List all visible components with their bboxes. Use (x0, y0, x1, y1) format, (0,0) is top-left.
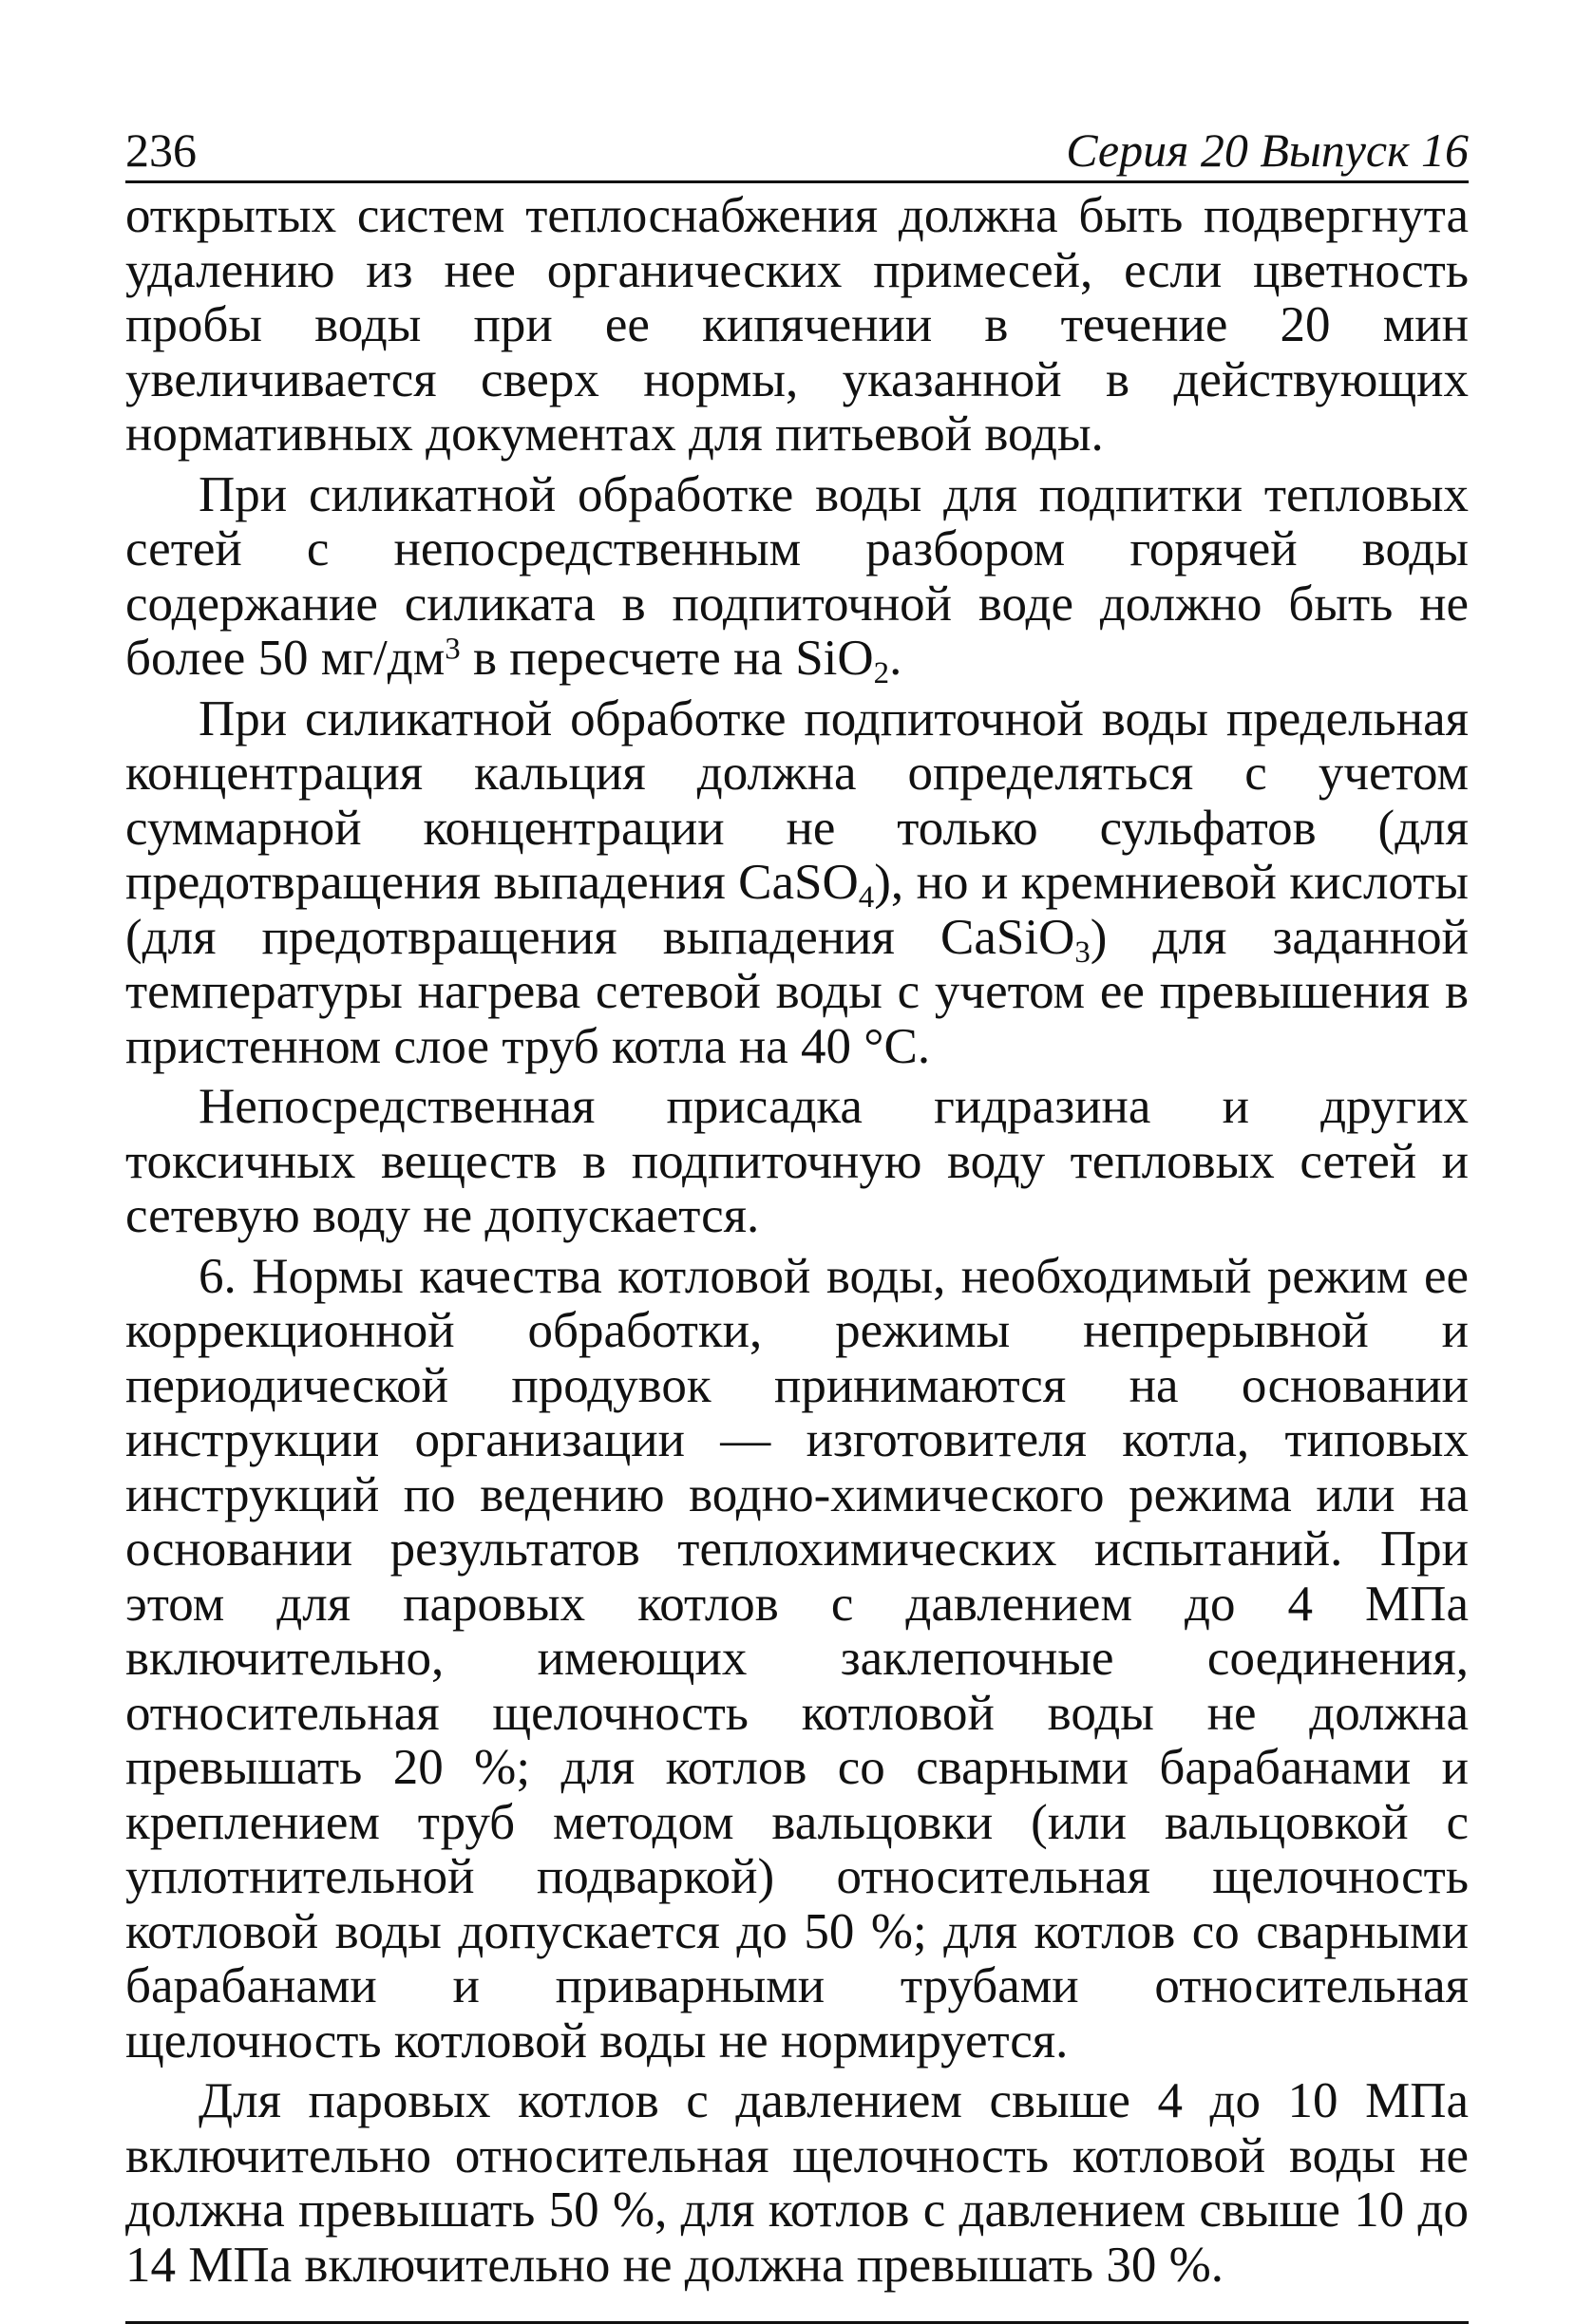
body-text (125, 189, 1469, 2293)
superscript-cubic: 3 (445, 632, 461, 667)
paragraph-4-text: Непосредственная присадка гидразина и других токсичных веществ в подпиточную воду тепловых сетей и сетевую воду не допускается. (125, 1079, 1469, 1243)
paragraph-3-text-c: ) для заданной температуры нагрева сетевой воды с учетом ее превышения в пристенном слое труб котла на 40 °С. (125, 909, 1470, 1074)
paragraph-3 (125, 692, 1469, 1075)
paragraph-5 (125, 1250, 1469, 2069)
subscript-caso4: 4 (858, 880, 875, 916)
series-title: Серия 20 Выпуск 16 (1066, 123, 1469, 177)
paragraph-5-text: 6. Нормы качества котловой воды, необходимый режим ее коррекционной обработки, режимы непрерывной и периодической продувок принимаются на основании инструкции организации — изготовителя котла, типовых инструкций по ведению водно-химического режима или на основании результатов теплохимических испытаний. При этом для паровых котлов с давлением до 4 МПа включительно, имеющих заклепочные соединения, относительная щелочность котловой воды не должна превышать 20 %; для котлов со сварными барабанами и креплением труб методом вальцовки (или вальцовкой с уплотнительной подваркой) относительная щелочность котловой воды допускается до 50 %; для котлов со сварными барабанами и приварными трубами относительная щелочность котловой воды не нормируется. (125, 1248, 1469, 2069)
paragraph-2-text-b: в пересчете на SiO (460, 631, 874, 686)
document-page (125, 122, 1469, 2324)
paragraph-2 (125, 466, 1469, 691)
paragraph-2-text-a: При силикатной обработке воды для подпитки тепловых сетей с непосредственным разбором горячей воды содержание силиката в подпиточной воде должно быть не более 50 мг/дм (125, 466, 1469, 686)
subscript-sio2: 2 (873, 656, 890, 691)
paragraph-6-text: Для паровых котлов с давлением свыше 4 до 10 МПа включительно относительная щелочность котловой воды не должна превышать 50 %, для котлов с давлением свыше 10 до 14 МПа включительно не должна превышать 30 %. (125, 2073, 1469, 2293)
paragraph-6 (125, 2074, 1469, 2293)
paragraph-3-text-a: При силикатной обработке подпиточной воды предельная концентрация кальция должна определяться с учетом суммарной концентрации не только сульфатов (для предотвращения выпадения CaSO (125, 690, 1469, 910)
page-number: 236 (125, 123, 197, 177)
running-header (125, 122, 1469, 183)
paragraph-1 (125, 189, 1469, 463)
paragraph-1-text: открытых систем теплоснабжения должна быть подвергнута удалению из нее органических примесей, если цветность пробы воды при ее кипячении в течение 20 мин увеличивается сверх нормы, указанной в действующих нормативных документах для питьевой воды. (125, 188, 1469, 462)
paragraph-3-text-b: ), но и кремниевой кислоты (для предотвращения выпадения CaSiO (125, 855, 1469, 965)
subscript-casio3: 3 (1074, 935, 1091, 970)
paragraph-4 (125, 1080, 1469, 1244)
paragraph-2-text-c: . (889, 631, 902, 686)
